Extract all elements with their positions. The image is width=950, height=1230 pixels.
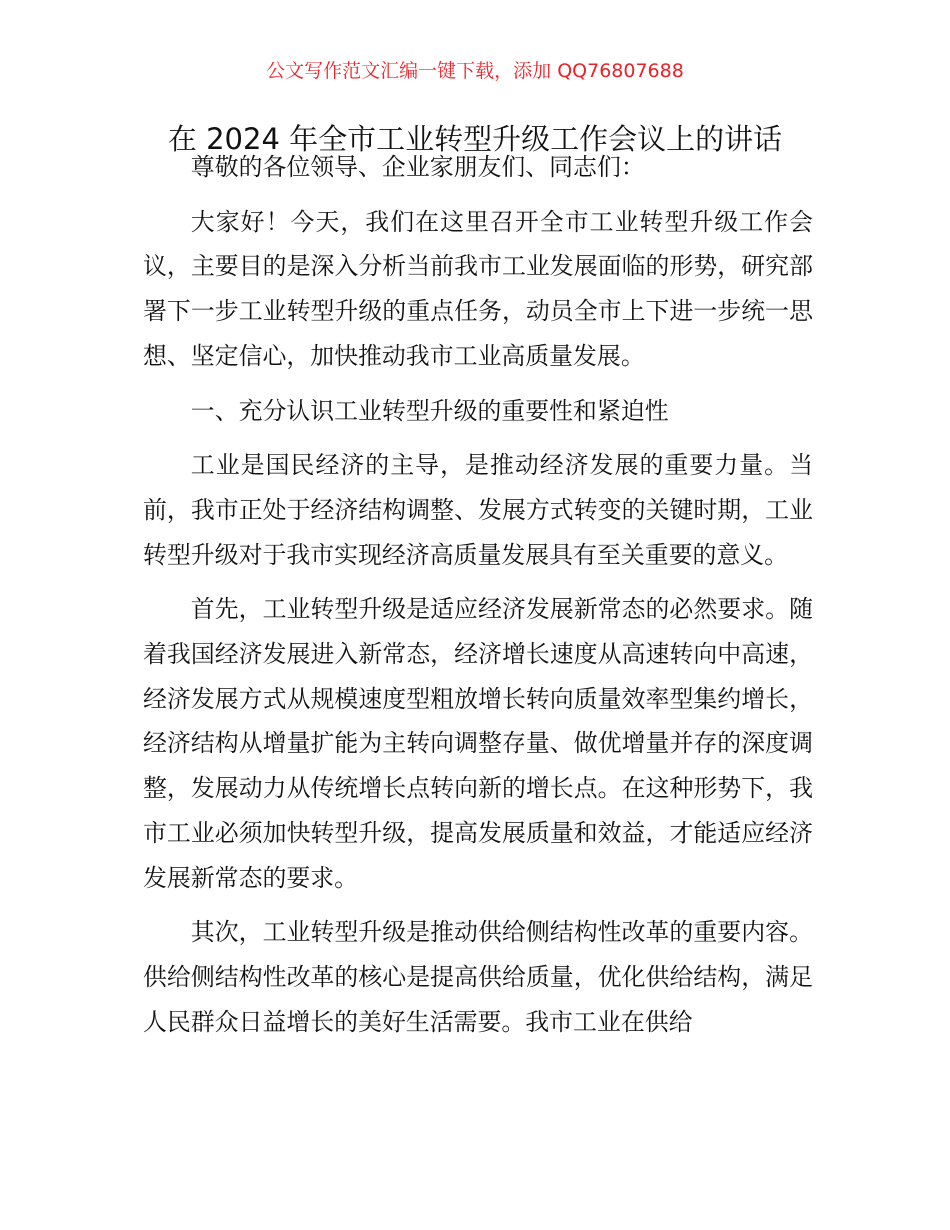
document-body bbox=[143, 145, 813, 1054]
paragraph: 首先，工业转型升级是适应经济发展新常态的必然要求。随着我国经济发展进入新常态，经济增长速度从高速转向中高速，经济发展方式从规模速度型粗放增长转向质量效率型集约增长，经济结构从增量扩能为主转向调整存量、做优增量并存的深度调整，发展动力从传统增长点转向新的增长点。在这种形势下，我市工业必须加快转型升级，提高发展质量和效益，才能适应经济发展新常态的要求。 bbox=[143, 595, 813, 892]
document-title: 在 2024 年全市工业转型升级工作会议上的讲话 bbox=[167, 122, 783, 156]
salutation: 尊敬的各位领导、企业家朋友们、同志们： bbox=[190, 153, 645, 181]
paragraph: 工业是国民经济的主导，是推动经济发展的重要力量。当前，我市正处于经济结构调整、发展方式转变的关键时期，工业转型升级对于我市实现经济高质量发展具有至关重要的意义。 bbox=[143, 451, 813, 569]
download-banner-link[interactable]: 公文写作范文汇编一键下载，添加 QQ76807688 bbox=[266, 60, 684, 82]
paragraph: 其次，工业转型升级是推动供给侧结构性改革的重要内容。供给侧结构性改革的核心是提高供给质量，优化供给结构，满足人民群众日益增长的美好生活需要。我市工业在供给 bbox=[143, 918, 813, 1036]
paragraph: 大家好！今天，我们在这里召开全市工业转型升级工作会议，主要目的是深入分析当前我市工业发展面临的形势，研究部署下一步工业转型升级的重点任务，动员全市上下进一步统一思想、坚定信心，加快推动我市工业高质量发展。 bbox=[143, 207, 813, 370]
section-heading: 一、充分认识工业转型升级的重要性和紧迫性 bbox=[190, 396, 669, 425]
